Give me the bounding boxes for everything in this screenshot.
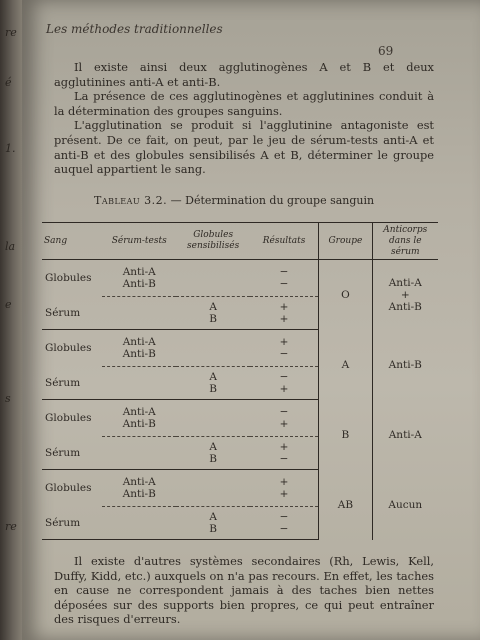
table-caption <box>94 194 374 207</box>
cell-value: Anti-A <box>122 266 156 278</box>
cell-value: Anti-A <box>122 406 156 418</box>
cell-resultats <box>250 470 319 507</box>
cell-resultats <box>250 260 319 297</box>
running-head: Les méthodes traditionnelles <box>46 22 223 36</box>
cell-value: − <box>279 266 289 278</box>
cell-anticorps <box>372 400 438 470</box>
paragraph: La présence de ces agglutinogènes et agglutinines conduit à la détermination des groupes sanguins. <box>54 89 434 118</box>
cell-sang: Sérum <box>42 437 102 470</box>
cell-serum-tests <box>102 330 176 367</box>
spine-mark: 1. <box>5 142 16 155</box>
paragraph: L'agglutination se produit si l'agglutinine antagoniste est présent. De ce fait, on peut, par le jeu de sérum-tests anti-A et anti-B et des globules sensibilisés A et B, déterminer le groupe auquel appartient le sang. <box>54 118 434 177</box>
cell-resultats <box>250 330 319 367</box>
cell-value: B <box>209 453 218 465</box>
cell-groupe: A <box>319 330 372 400</box>
caption-title: — Détermination du groupe sanguin <box>170 194 375 207</box>
cell-resultats <box>250 507 319 540</box>
cell-value: − <box>279 348 289 360</box>
page-number: 69 <box>378 44 394 58</box>
cell-sang: Globules <box>45 412 92 425</box>
intro-text <box>54 60 434 177</box>
table-row <box>42 400 438 437</box>
col-header-resultats: Résultats <box>250 223 319 260</box>
cell-value: + <box>400 288 410 301</box>
cell-serum-tests <box>102 507 176 540</box>
table-row <box>42 260 438 297</box>
blood-group-table <box>42 222 438 540</box>
cell-value: A <box>209 301 217 313</box>
cell-globules <box>176 400 250 437</box>
cell-value: Anti-B <box>122 488 156 500</box>
cell-anticorps <box>372 260 438 330</box>
cell-resultats <box>250 437 319 470</box>
cell-serum-tests <box>102 367 176 400</box>
cell-value: Anti-A <box>122 476 156 488</box>
cell-value: + <box>279 488 289 500</box>
caption-label: Tableau 3.2. <box>94 194 168 207</box>
cell-value: + <box>279 301 289 313</box>
cell-anticorps <box>372 330 438 400</box>
spine-mark: re <box>5 520 17 533</box>
cell-value: Anti-B <box>122 278 156 290</box>
col-header-anticorps: Anticorps dans le sérum <box>372 223 438 260</box>
cell-globules <box>176 437 250 470</box>
cell-value: − <box>279 453 289 465</box>
cell-groupe: AB <box>319 470 372 540</box>
cell-value: + <box>279 476 289 488</box>
cell-value: − <box>279 371 289 383</box>
cell-groupe: O <box>319 260 372 330</box>
cell-serum-tests <box>102 400 176 437</box>
cell-sang: Globules <box>45 482 92 495</box>
cell-serum-tests <box>102 260 176 297</box>
cell-value: B <box>209 523 218 535</box>
cell-sang: Sérum <box>42 297 102 330</box>
col-header-groupe: Groupe <box>319 223 372 260</box>
col-header-sang: Sang <box>42 223 102 260</box>
cell-serum-tests <box>102 437 176 470</box>
col-header-globules: Globules sensibilisés <box>176 223 250 260</box>
spine-mark: re <box>5 26 17 39</box>
cell-value: A <box>209 441 217 453</box>
cell-value: + <box>279 313 289 325</box>
cell-value: Aucun <box>388 498 423 511</box>
paragraph: Il existe ainsi deux agglutinogènes A et B et deux agglutinines anti-A et anti-B. <box>54 60 434 89</box>
cell-value: Anti-A <box>122 336 156 348</box>
cell-value: Anti-A <box>388 276 422 289</box>
cell-globules <box>176 507 250 540</box>
cell-globules <box>176 330 250 367</box>
cell-value: + <box>279 441 289 453</box>
cell-sang: Sérum <box>42 367 102 400</box>
spine-mark: s <box>5 392 11 405</box>
cell-serum-tests <box>102 470 176 507</box>
cell-groupe: B <box>319 400 372 470</box>
closing-text <box>54 554 434 627</box>
cell-value: Anti-B <box>122 348 156 360</box>
cell-value: + <box>279 418 289 430</box>
spine-mark: e <box>5 298 12 311</box>
cell-resultats <box>250 400 319 437</box>
cell-value: A <box>209 371 217 383</box>
table-row <box>42 330 438 367</box>
book-page <box>22 0 480 640</box>
cell-sang: Globules <box>45 342 92 355</box>
cell-value: + <box>279 336 289 348</box>
col-header-serum-tests: Sérum-tests <box>102 223 176 260</box>
paragraph: Il existe d'autres systèmes secondaires (Rh, Lewis, Kell, Duffy, Kidd, etc.) auxquels on n'a pas recours. En effet, les taches en cause ne correspondent jamais à des taches bien nettes déposées sur des supports bien propres, ce qui peut entraîner des risques d'erreurs. <box>54 554 434 627</box>
spine-mark: la <box>5 240 16 253</box>
table-row <box>42 470 438 507</box>
cell-resultats <box>250 367 319 400</box>
cell-sang: Globules <box>45 272 92 285</box>
cell-value: − <box>279 406 289 418</box>
cell-serum-tests <box>102 297 176 330</box>
cell-value: Anti-B <box>388 358 422 371</box>
spine-mark: é <box>5 76 12 89</box>
cell-value: A <box>209 511 217 523</box>
cell-anticorps <box>372 470 438 540</box>
cell-value: + <box>279 383 289 395</box>
cell-value: Anti-A <box>388 428 422 441</box>
facing-page-edge <box>0 0 24 640</box>
cell-globules <box>176 367 250 400</box>
cell-value: Anti-B <box>122 418 156 430</box>
cell-value: B <box>209 313 218 325</box>
cell-sang: Sérum <box>42 507 102 540</box>
cell-value: B <box>209 383 218 395</box>
table-header-row <box>42 223 438 260</box>
cell-globules <box>176 297 250 330</box>
cell-value: Anti-B <box>388 300 422 313</box>
cell-value: − <box>279 511 289 523</box>
cell-value: − <box>279 523 289 535</box>
cell-value: − <box>279 278 289 290</box>
cell-globules <box>176 260 250 297</box>
cell-resultats <box>250 297 319 330</box>
cell-globules <box>176 470 250 507</box>
